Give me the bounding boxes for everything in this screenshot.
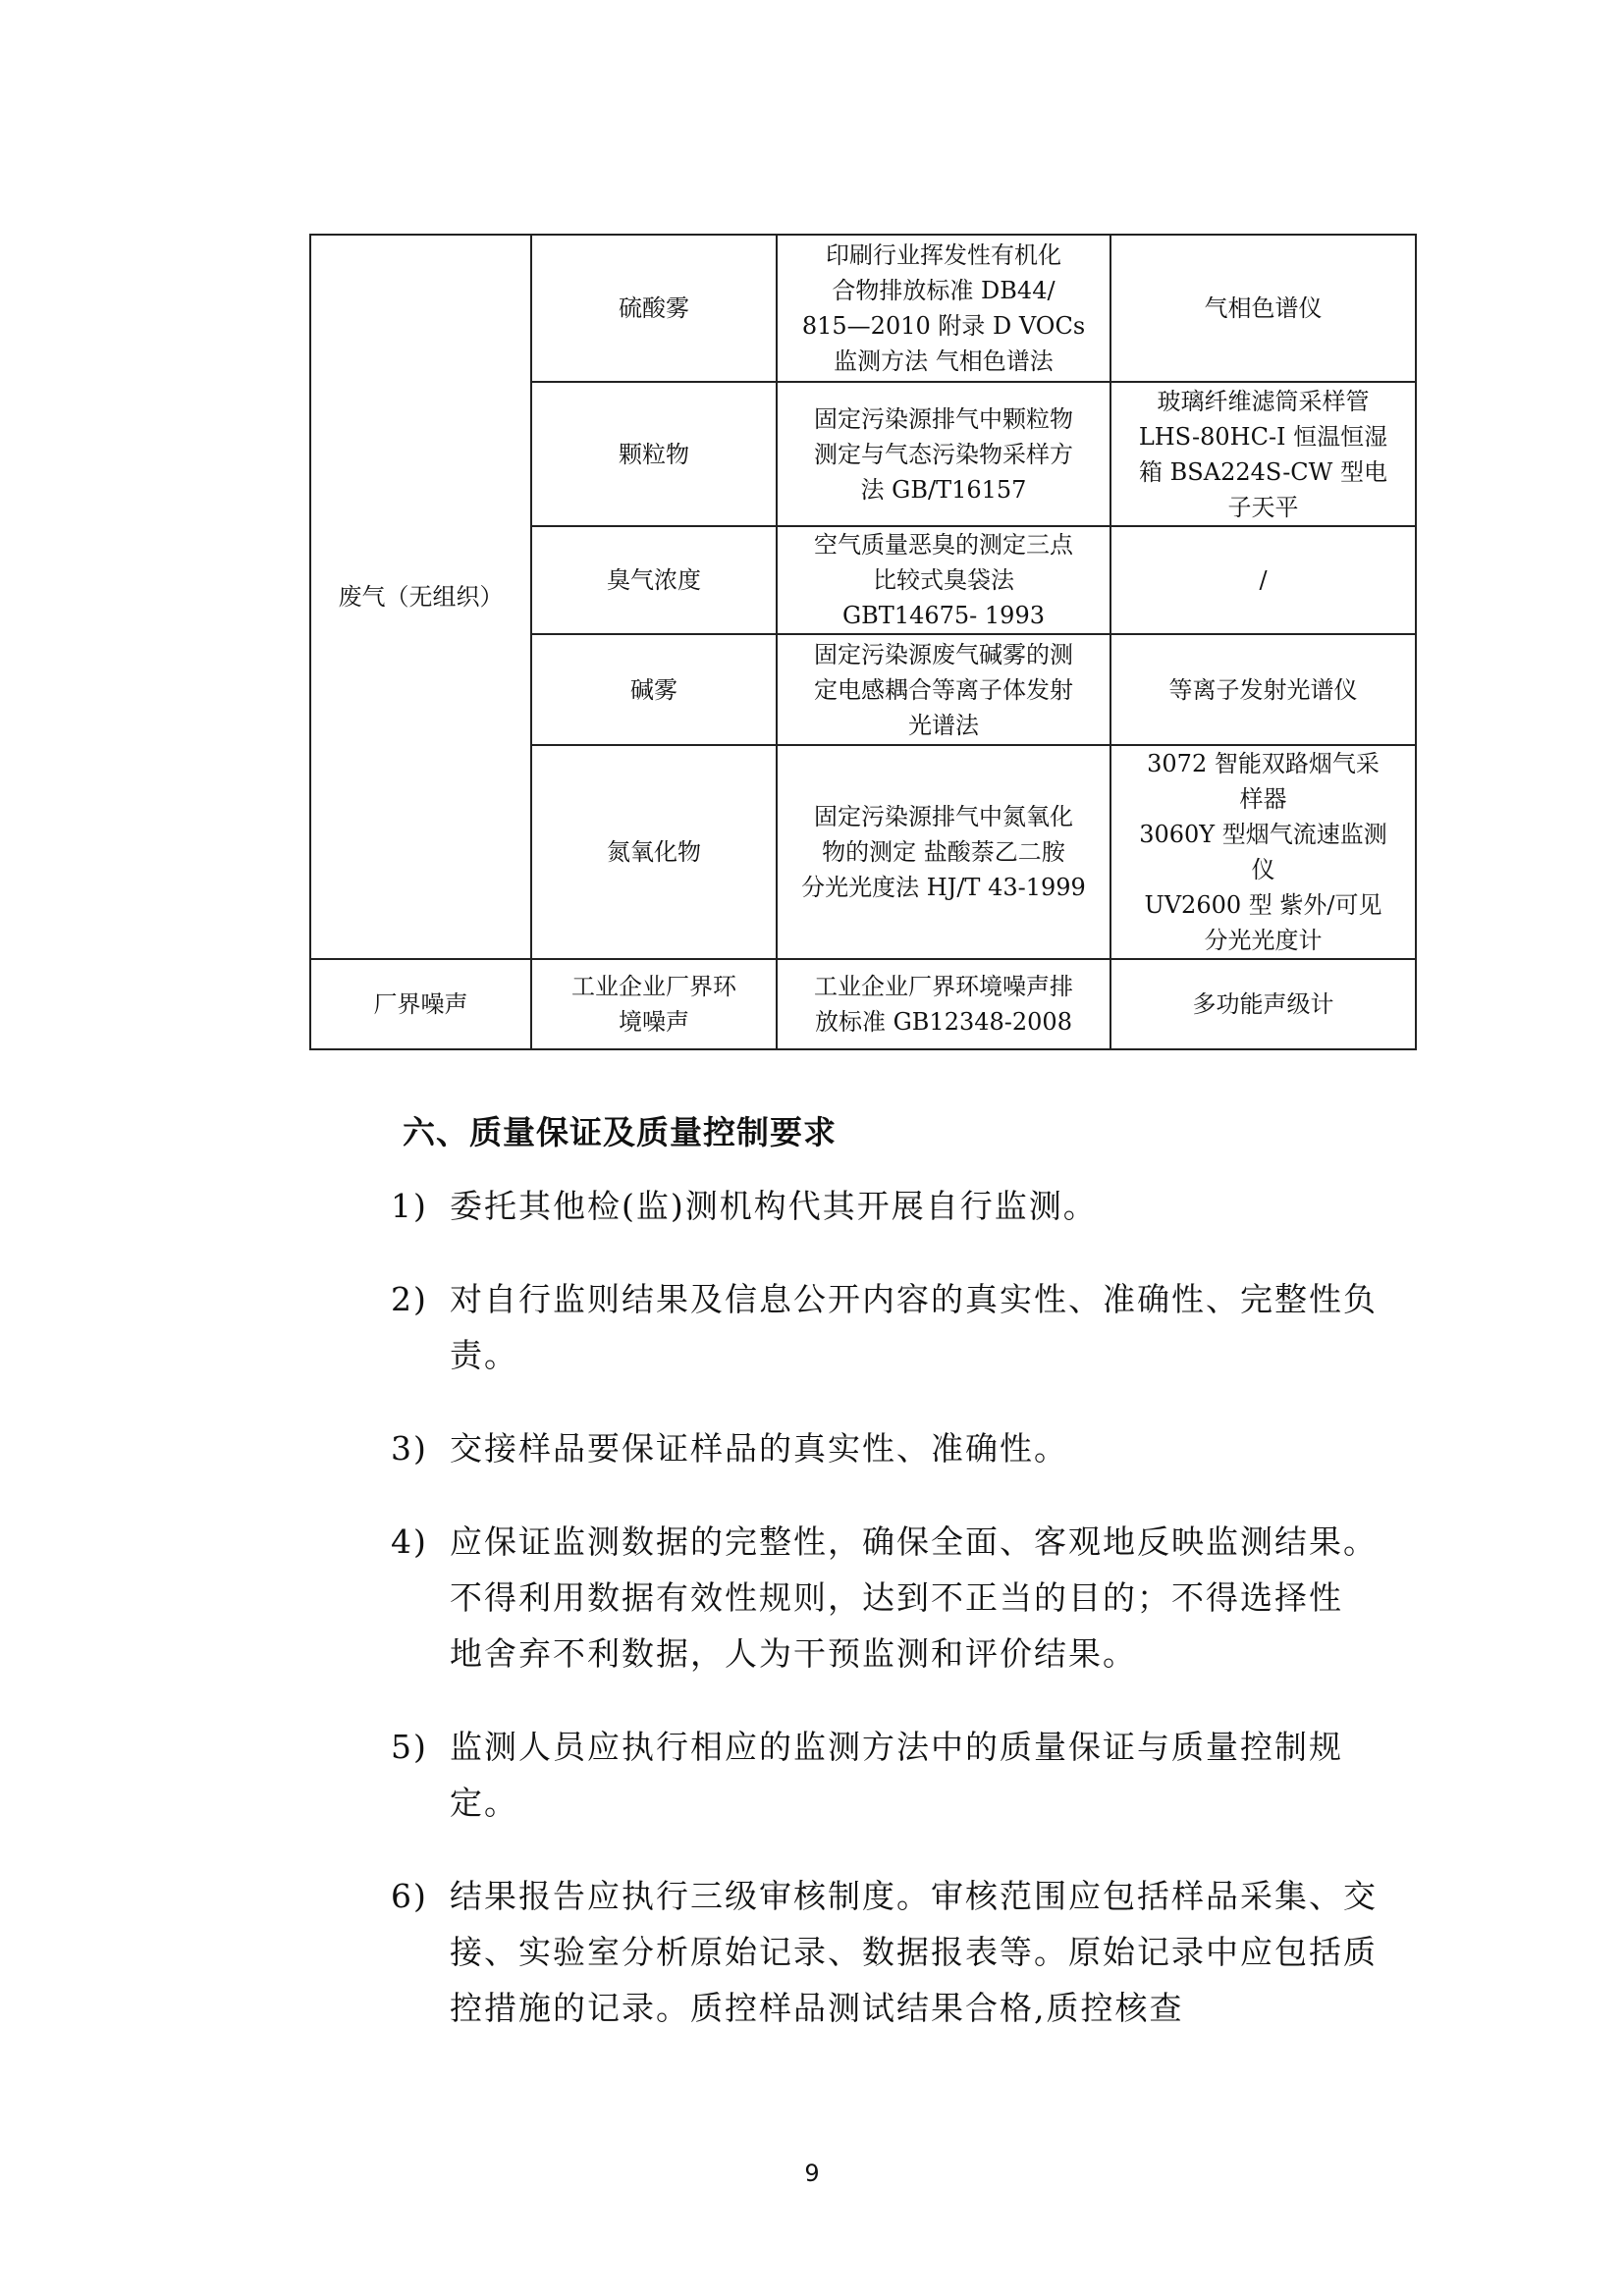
list-item xyxy=(391,1719,1382,1831)
monitoring-method: 固定污染源排气中氮氧化 物的测定 盐酸萘乙二胺 分光光度法 HJ/T 43-1999 xyxy=(777,745,1110,959)
monitoring-method: 工业企业厂界环境噪声排 放标准 GB12348-2008 xyxy=(777,959,1110,1049)
item-number: 1) xyxy=(391,1187,428,1225)
section-heading: 六、质量保证及质量控制要求 xyxy=(403,1113,837,1151)
monitoring-table xyxy=(309,234,1417,1050)
item-number: 2) xyxy=(391,1280,428,1318)
pollutant-item: 工业企业厂界环 境噪声 xyxy=(531,959,777,1049)
monitoring-instrument: 气相色谱仪 xyxy=(1110,235,1416,382)
item-number: 4) xyxy=(391,1522,428,1561)
category-waste-gas: 废气（无组织） xyxy=(310,235,531,959)
pollutant-item: 氮氧化物 xyxy=(531,745,777,959)
monitoring-method: 固定污染源排气中颗粒物 测定与气态污染物采样方 法 GB/T16157 xyxy=(777,382,1110,526)
item-number: 3) xyxy=(391,1429,428,1468)
item-text: 交接样品要保证样品的真实性、准确性。 xyxy=(450,1429,1068,1468)
requirement-list xyxy=(391,1178,1382,2073)
list-item xyxy=(391,1178,1382,1234)
item-text: 监测人员应执行相应的监测方法中的质量保证与质量控制规定。 xyxy=(450,1728,1343,1822)
page-number: 9 xyxy=(804,2160,820,2187)
list-item xyxy=(391,1420,1382,1476)
table-row xyxy=(310,959,1416,1049)
monitoring-method: 固定污染源废气碱雾的测 定电感耦合等离子体发射 光谱法 xyxy=(777,634,1110,745)
item-text: 对自行监则结果及信息公开内容的真实性、准确性、完整性负责。 xyxy=(450,1280,1378,1374)
item-number: 5) xyxy=(391,1728,428,1766)
monitoring-method: 空气质量恶臭的测定三点 比较式臭袋法 GBT14675- 1993 xyxy=(777,526,1110,634)
list-item xyxy=(391,1514,1382,1682)
monitoring-instrument: 3072 智能双路烟气采 样器 3060Y 型烟气流速监测 仪 UV2600 型 紫外/可见 分光光度计 xyxy=(1110,745,1416,959)
pollutant-item: 碱雾 xyxy=(531,634,777,745)
item-text: 结果报告应执行三级审核制度。审核范围应包括样品采集、交接、实验室分析原始记录、数据报表等。原始记录中应包括质控措施的记录。质控样品测试结果合格,质控核查 xyxy=(450,1877,1378,2027)
item-text: 委托其他检(监)测机构代其开展自行监测。 xyxy=(450,1187,1098,1225)
table-row xyxy=(310,235,1416,382)
category-noise: 厂界噪声 xyxy=(310,959,531,1049)
list-item xyxy=(391,1271,1382,1383)
list-item xyxy=(391,1868,1382,2036)
monitoring-method: 印刷行业挥发性有机化 合物排放标准 DB44/ 815—2010 附录 D VOCs 监测方法 气相色谱法 xyxy=(777,235,1110,382)
monitoring-instrument: 多功能声级计 xyxy=(1110,959,1416,1049)
item-number: 6) xyxy=(391,1877,428,1915)
monitoring-instrument: / xyxy=(1110,526,1416,634)
pollutant-item: 臭气浓度 xyxy=(531,526,777,634)
item-text: 应保证监测数据的完整性，确保全面、客观地反映监测结果。不得利用数据有效性规则，达到不正当的目的；不得选择性 地舍弃不利数据，人为干预监测和评价结果。 xyxy=(450,1522,1378,1673)
pollutant-item: 颗粒物 xyxy=(531,382,777,526)
monitoring-instrument: 玻璃纤维滤筒采样管 LHS-80HC-I 恒温恒湿 箱 BSA224S-CW 型电 子天平 xyxy=(1110,382,1416,526)
monitoring-instrument: 等离子发射光谱仪 xyxy=(1110,634,1416,745)
pollutant-item: 硫酸雾 xyxy=(531,235,777,382)
